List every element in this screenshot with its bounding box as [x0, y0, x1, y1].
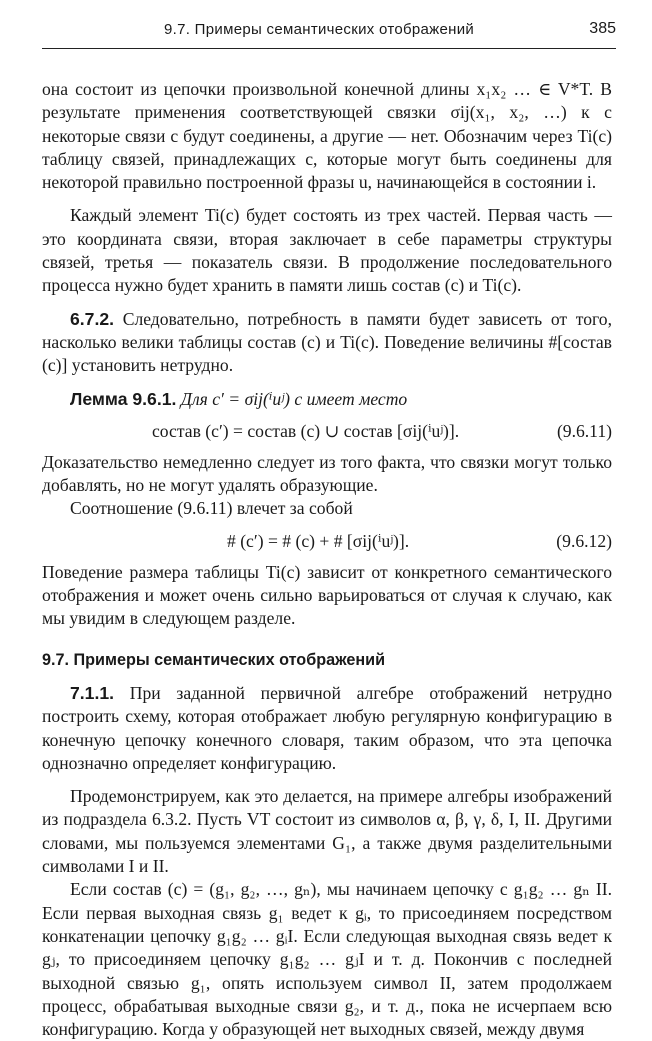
- equation-9-6-12: [42, 527, 612, 557]
- running-title: 9.7. Примеры семантических отображений: [164, 21, 475, 38]
- paragraph-memory: [42, 308, 612, 378]
- equation-formula: состав (c′) = состав (c) ∪ состав [σij(ⁱuʲ)].: [152, 420, 460, 441]
- paragraph-text: Следовательно, потребность в памяти будет зависеть от того, насколько велики таблицы состав (c) и Ti(c). Поведение величины #[состав (c)] установить нетрудно.: [42, 308, 612, 376]
- lemma: [42, 388, 612, 411]
- paragraph-algorithm: Если состав (c) = (g₁, g₂, …, gₙ), мы начинаем цепочку с g₁g₂ … gₙ II. Если первая выходная связь g₁ ведет к gᵢ, то присоединяем посредством конкатенации цепочку g₁g₂ … gᵢI. Если следующая выходная связь ведет к gⱼ, то присоединяем цепочку g₁g₂ … gⱼI и т. д. Покончив с последней выходной связью g₁, опять используем символ II, затем продолжаем процесс, обрабатывая выходные связи g₂, и т. д., пока не исчерпаем всю конфигурацию. Когда у образующей нет выходных связей, между двумя: [42, 879, 612, 1040]
- page-body: [42, 78, 612, 1041]
- paragraph-table-size: Поведение размера таблицы Ti(c) зависит от конкретного семантического отображения и может очень сильно варьироваться от случая к случаю, как мы увидим в следующем разделе.: [42, 561, 612, 629]
- paragraph-demo: Продемонстрируем, как это делается, на примере алгебры изображений из подраздела 6.3.2. Пусть VT состоит из символов α, β, γ, δ, I, II. Другими словами, мы пользуемся элементами G₁, а также двумя разделительными символами I и II.: [42, 786, 612, 877]
- equation-formula: # (c′) = # (c) + # [σij(ⁱuʲ)].: [227, 530, 410, 551]
- running-header: [42, 12, 616, 49]
- paragraph-proof: Доказательство немедленно следует из того факта, что связки могут только добавлять, но не могут удалять образующие.: [42, 451, 612, 496]
- paragraph-continuation: она состоит из цепочки произвольной конечной длины x₁x₂ … ∈ V*T. В результате применения соответствующей связки σij(x₁, x₂, …) к c некоторые связи c будут соединены, а другие — нет. Обозначим через Ti(c) таблицу связей, принадлежащих c, которые могут быть соединены для некоторой правильно построенной фразы u, начинающейся в состоянии i.: [42, 79, 612, 193]
- page-number: 385: [589, 20, 616, 37]
- equation-number: (9.6.12): [556, 530, 612, 551]
- paragraph-scheme: [42, 682, 612, 775]
- equation-number: (9.6.11): [556, 420, 612, 441]
- paragraph-relation: Соотношение (9.6.11) влечет за собой: [70, 498, 353, 519]
- equation-9-6-11: [42, 417, 612, 447]
- lemma-label: Лемма 9.6.1.: [70, 388, 177, 409]
- paragraph-text: При заданной первичной алгебре отображений нетрудно построить схему, которая отображает любую регулярную конфигурацию в конечную цепочку конечного словаря, таким образом, что эта цепочка однозначно определяет конфигурацию.: [42, 682, 612, 773]
- paragraph-number: 6.7.2.: [70, 308, 115, 329]
- lemma-statement: Для c′ = σij(ⁱuʲ) c имеет место: [180, 388, 408, 409]
- paragraph-table-elements: Каждый элемент Ti(c) будет состоять из трех частей. Первая часть — это координата связи, вторая заключает в себе параметры структуры связей, третья — показатель связи. В продолжение последовательного процесса нужно будет хранить в памяти лишь состав (c) и Ti(c).: [42, 205, 612, 296]
- paragraph-number: 7.1.1.: [70, 682, 115, 703]
- section-heading: 9.7. Примеры семантических отображений: [42, 650, 386, 669]
